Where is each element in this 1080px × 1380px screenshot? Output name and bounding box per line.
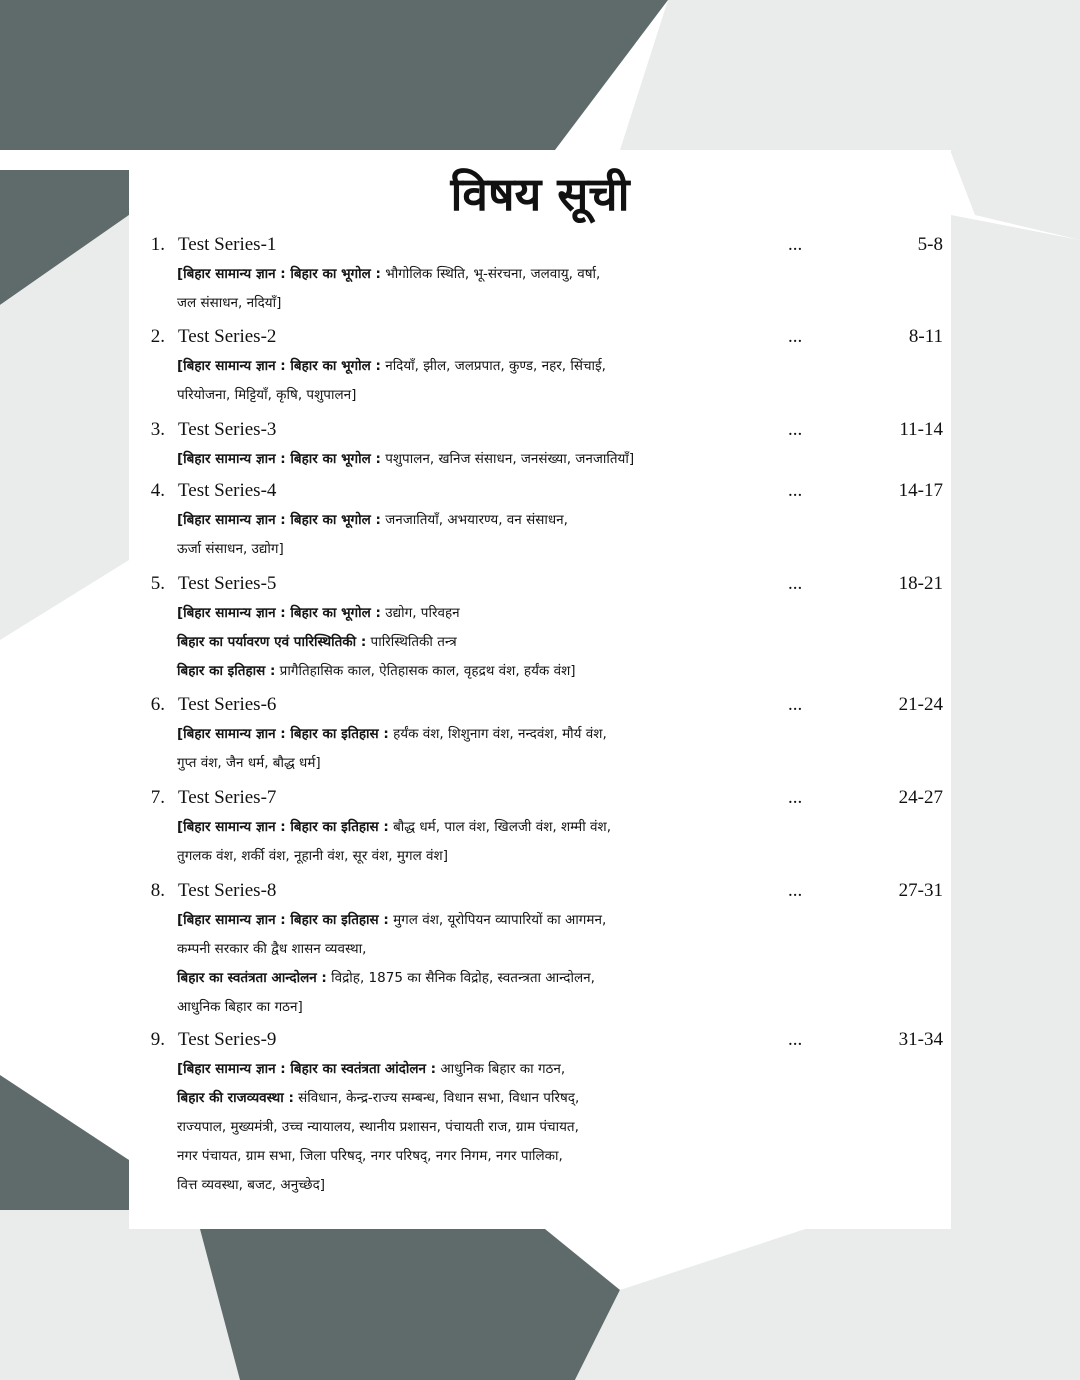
- entry-desc-line: वित्त व्यवस्था, बजट, अनुच्छेद]: [177, 1177, 326, 1193]
- entry-desc-line: [बिहार सामान्य ज्ञान : बिहार का भूगोल : नदियाँ, झील, जलप्रपात, कुण्ड, नहर, सिंचाई,: [177, 358, 606, 374]
- entry-leader-dots: ...: [788, 573, 803, 594]
- entry-number: 3.: [150, 419, 165, 440]
- entry-number: 8.: [150, 880, 165, 901]
- entry-desc-line: [बिहार सामान्य ज्ञान : बिहार का इतिहास : मुगल वंश, यूरोपियन व्यापारियों का आगमन,: [177, 912, 607, 928]
- entry-title: Test Series-6: [178, 694, 277, 715]
- entry-desc-line: बिहार का इतिहास : प्रागैतिहासिक काल, ऐतिहासक काल, वृहद्रथ वंश, हर्यंक वंश]: [177, 663, 576, 679]
- entry-pages: 31-34: [898, 1029, 943, 1050]
- toc-entry-4: [129, 476, 951, 564]
- entry-number: 5.: [150, 573, 165, 594]
- toc-entry-5: [129, 569, 951, 686]
- entry-desc-line: [बिहार सामान्य ज्ञान : बिहार का भूगोल : भौगोलिक स्थिति, भू-संरचना, जलवायु, वर्षा,: [177, 266, 601, 282]
- entry-pages: 8-11: [908, 326, 943, 347]
- entry-desc-line: जल संसाधन, नदियाँ]: [177, 295, 282, 311]
- entry-leader-dots: ...: [788, 326, 803, 347]
- entry-leader-dots: ...: [788, 787, 803, 808]
- entry-number: 4.: [150, 480, 165, 501]
- entry-leader-dots: ...: [788, 480, 803, 501]
- toc-entry-7: [129, 783, 951, 871]
- entry-leader-dots: ...: [788, 234, 803, 255]
- entry-title: Test Series-4: [178, 480, 277, 501]
- entry-leader-dots: ...: [788, 419, 803, 440]
- entry-pages: 27-31: [898, 880, 943, 901]
- toc-entry-8: [129, 876, 951, 1022]
- entry-desc-line: नगर पंचायत, ग्राम सभा, जिला परिषद्, नगर परिषद्, नगर निगम, नगर पालिका,: [177, 1148, 563, 1164]
- entry-title: Test Series-8: [178, 880, 277, 901]
- entry-desc-line: बिहार की राजव्यवस्था : संविधान, केन्द्र-राज्य सम्बन्ध, विधान सभा, विधान परिषद्,: [177, 1090, 580, 1106]
- bg-light-right: [951, 215, 1080, 1195]
- entry-desc-line: तुगलक वंश, शर्की वंश, नूहानी वंश, सूर वंश, मुगल वंश]: [177, 848, 448, 864]
- entry-desc-line: [बिहार सामान्य ज्ञान : बिहार का भूगोल : जनजातियाँ, अभयारण्य, वन संसाधन,: [177, 512, 568, 528]
- toc-entry-2: [129, 322, 951, 410]
- entry-number: 7.: [150, 787, 165, 808]
- entry-number: 6.: [150, 694, 165, 715]
- entry-desc-line: [बिहार सामान्य ज्ञान : बिहार का भूगोल : उद्योग, परिवहन: [177, 605, 460, 621]
- entry-pages: 18-21: [898, 573, 943, 594]
- entry-leader-dots: ...: [788, 880, 803, 901]
- entry-number: 2.: [150, 326, 165, 347]
- entry-pages: 14-17: [898, 480, 943, 501]
- contents-card: [129, 150, 951, 1229]
- entry-pages: 5-8: [917, 234, 943, 255]
- page-title: विषय सूची: [450, 167, 630, 221]
- toc-entry-9: [129, 1025, 951, 1200]
- bg-dark-left-bottom: [0, 1075, 129, 1210]
- entry-title: Test Series-2: [178, 326, 277, 347]
- bg-dark-bottom: [200, 1229, 620, 1380]
- entry-pages: 11-14: [899, 419, 943, 440]
- entry-desc-line: [बिहार सामान्य ज्ञान : बिहार का स्वतंत्रता आंदोलन : आधुनिक बिहार का गठन,: [177, 1061, 566, 1077]
- entry-desc-line: परियोजना, मिट्टियाँ, कृषि, पशुपालन]: [177, 387, 357, 403]
- entry-number: 1.: [150, 234, 165, 255]
- toc-entry-3: [129, 415, 951, 474]
- toc-entry-6: [129, 690, 951, 778]
- entry-title: Test Series-5: [178, 573, 277, 594]
- entry-pages: 21-24: [898, 694, 943, 715]
- entry-desc-line: आधुनिक बिहार का गठन]: [177, 999, 303, 1015]
- entry-desc-line: बिहार का स्वतंत्रता आन्दोलन : विद्रोह, 1875 का सैनिक विद्रोह, स्वतन्त्रता आन्दोलन,: [177, 970, 595, 986]
- entry-number: 9.: [150, 1029, 165, 1050]
- entry-leader-dots: ...: [788, 1029, 803, 1050]
- entry-leader-dots: ...: [788, 694, 803, 715]
- entry-desc-line: [बिहार सामान्य ज्ञान : बिहार का भूगोल : पशुपालन, खनिज संसाधन, जनसंख्या, जनजातियाँ]: [177, 451, 635, 467]
- bg-dark-top: [0, 0, 668, 150]
- entry-desc-line: ऊर्जा संसाधन, उद्योग]: [177, 541, 284, 557]
- toc-entry-1: [129, 230, 951, 318]
- entry-title: Test Series-3: [178, 419, 277, 440]
- entry-desc-line: [बिहार सामान्य ज्ञान : बिहार का इतिहास : हर्यंक वंश, शिशुनाग वंश, नन्दवंश, मौर्य वंश,: [177, 726, 607, 742]
- entry-desc-line: [बिहार सामान्य ज्ञान : बिहार का इतिहास : बौद्ध धर्म, पाल वंश, खिलजी वंश, शम्मी वंश,: [177, 819, 612, 835]
- entry-title: Test Series-1: [178, 234, 277, 255]
- entry-pages: 24-27: [898, 787, 943, 808]
- entry-title: Test Series-7: [178, 787, 277, 808]
- entry-desc-line: बिहार का पर्यावरण एवं पारिस्थितिकी : पारिस्थितिकी तन्त्र: [177, 634, 457, 650]
- entry-title: Test Series-9: [178, 1029, 277, 1050]
- entry-desc-line: राज्यपाल, मुख्यमंत्री, उच्च न्यायालय, स्थानीय प्रशासन, पंचायती राज, ग्राम पंचायत,: [177, 1119, 579, 1135]
- entry-desc-line: कम्पनी सरकार की द्वैध शासन व्यवस्था,: [177, 941, 367, 957]
- entry-desc-line: गुप्त वंश, जैन धर्म, बौद्ध धर्म]: [177, 755, 321, 771]
